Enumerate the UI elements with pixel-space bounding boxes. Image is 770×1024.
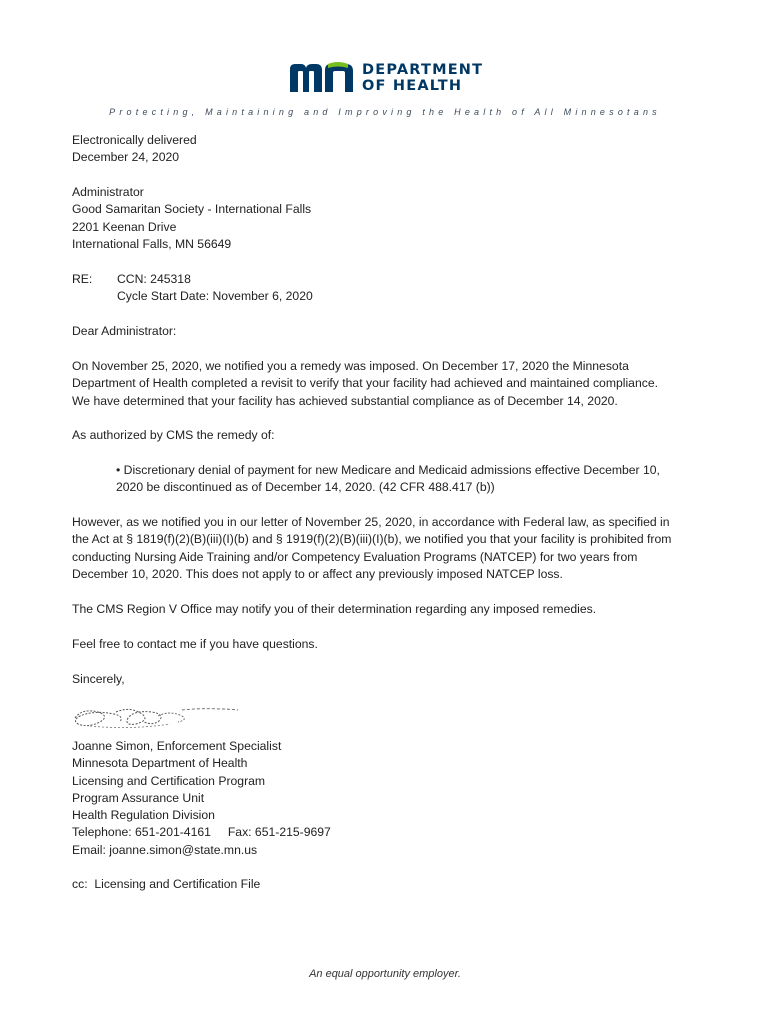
mn-logo-mark-icon [288, 60, 358, 94]
paragraph-3-line: However, as we notified you in our letter of November 25, 2020, in accordance with Federal law, as specified in [72, 515, 670, 529]
tagline: Protecting, Maintaining and Improving the Health of All Minnesotans [109, 107, 661, 117]
signer-phone-fax: Telephone: 651-201-4161 Fax: 651-215-9697 [72, 825, 331, 840]
re-values [117, 271, 313, 306]
remedy-bullet [116, 462, 660, 497]
recipient-street: 2201 Keenan Drive [72, 219, 177, 234]
recipient-title: Administrator [72, 185, 144, 199]
paragraph-3 [72, 514, 671, 583]
re-label: RE: [72, 272, 93, 286]
logo-wordmark [362, 63, 483, 94]
paragraph-1-line: We have determined that your facility has achieved substantial compliance as of December 14, 2020. [72, 393, 618, 408]
letter-date: December 24, 2020 [72, 150, 180, 165]
paragraph-3-line: conducting Nursing Aide Training and/or Competency Evaluation Programs (NATCEP) for two years from [72, 549, 638, 564]
salutation: Dear Administrator: [72, 324, 177, 338]
paragraph-4 [72, 601, 596, 618]
signer-email: Email: joanne.simon@state.mn.us [72, 842, 258, 857]
footer-equal-opportunity: An equal opportunity employer. [309, 968, 461, 980]
paragraph-1-line: Department of Health completed a revisit to verify that your facility had achieved and maintained compliance. [72, 376, 658, 391]
cc-line: cc: Licensing and Certification File [72, 877, 261, 891]
mdh-logo [288, 60, 483, 98]
ccn: CCN: 245318 [117, 272, 191, 286]
delivery-block [72, 132, 197, 167]
paragraph-4-line: The CMS Region V Office may notify you of their determination regarding any imposed remedies. [72, 602, 597, 616]
paragraph-2-line: As authorized by CMS the remedy of: [72, 428, 275, 442]
salutation-block [72, 323, 176, 340]
signer-name: Joanne Simon, Enforcement Specialist [72, 739, 282, 753]
closing-block [72, 671, 125, 688]
signer-division: Health Regulation Division [72, 808, 215, 823]
paragraph-1-line: On November 25, 2020, we notified you a remedy was imposed. On December 17, 2020 the Minnesota [72, 359, 629, 373]
paragraph-5-line: Feel free to contact me if you have questions. [72, 637, 318, 651]
handwritten-signature [70, 704, 245, 734]
signer-program: Licensing and Certification Program [72, 773, 266, 788]
recipient-city: International Falls, MN 56649 [72, 236, 232, 251]
signer-unit: Program Assurance Unit [72, 790, 205, 805]
paragraph-5 [72, 636, 318, 653]
cycle-start-date: Cycle Start Date: November 6, 2020 [117, 289, 313, 304]
signer-agency: Minnesota Department of Health [72, 756, 248, 771]
paragraph-3-line: the Act at § 1819(f)(2)(B)(iii)(I)(b) and § 1919(f)(2)(B)(iii)(I)(b), we notified you that your facility is prohibited from [72, 532, 672, 547]
signature-block [72, 738, 331, 859]
cc-block [72, 876, 260, 893]
paragraph-1 [72, 358, 658, 410]
bullet-line: 2020 be discontinued as of December 14, 2020. (42 CFR 488.417 (b)) [116, 480, 495, 495]
bullet-line: • Discretionary denial of payment for new Medicare and Medicaid admissions effective December 10, [116, 463, 660, 477]
closing: Sincerely, [72, 672, 125, 686]
logo-line-1: DEPARTMENT [362, 62, 484, 78]
delivery-method: Electronically delivered [72, 133, 197, 147]
recipient-address [72, 184, 311, 253]
paragraph-3-line: December 10, 2020. This does not apply to or affect any previously imposed NATCEP loss. [72, 566, 563, 581]
logo-line-2: OF HEALTH [362, 77, 463, 94]
paragraph-2 [72, 427, 275, 444]
recipient-facility: Good Samaritan Society - International Falls [72, 202, 312, 217]
